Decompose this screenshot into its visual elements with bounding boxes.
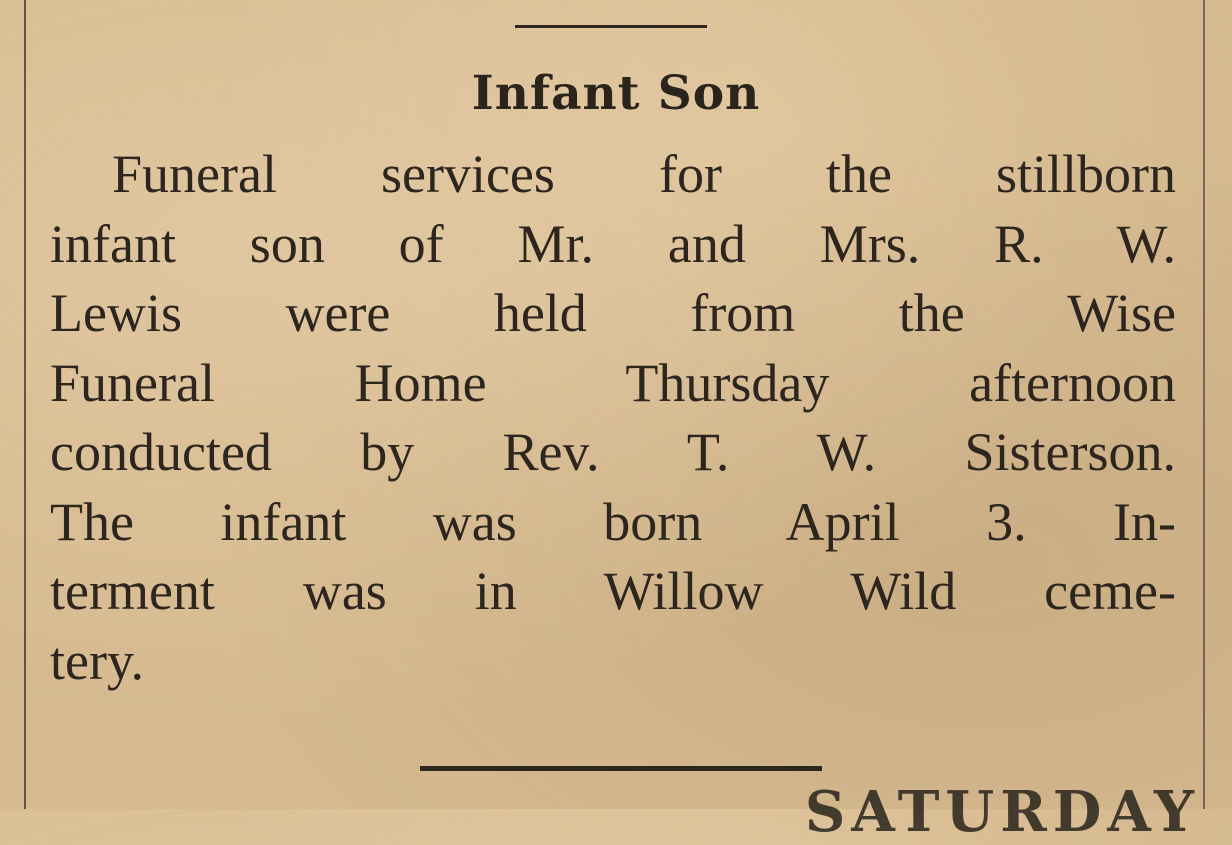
article-line: terment was in Willow Wild ceme-: [50, 561, 1176, 621]
next-article-headline-text: SATURDAY: [804, 779, 1200, 845]
bottom-divider-rule: [420, 766, 822, 771]
article-body: [50, 140, 1176, 696]
article-line: conducted by Rev. T. W. Sisterson.: [50, 422, 1176, 482]
article-line: infant son of Mr. and Mrs. R. W.: [50, 213, 1176, 274]
article-line: Funeral services for the stillborn: [112, 144, 1176, 204]
column-rule-left: [24, 0, 26, 809]
article-headline: Infant Son: [471, 66, 761, 121]
column-rule-right: [1203, 0, 1205, 809]
article-line: Lewis were held from the Wise: [50, 283, 1176, 343]
article-line: Funeral Home Thursday afternoon: [50, 352, 1176, 413]
article-line: tery.: [50, 630, 144, 691]
top-divider-rule: [515, 25, 707, 28]
article-line: The infant was born April 3. In-: [50, 491, 1176, 552]
next-article-headline-cutoff: [40, 779, 1200, 845]
